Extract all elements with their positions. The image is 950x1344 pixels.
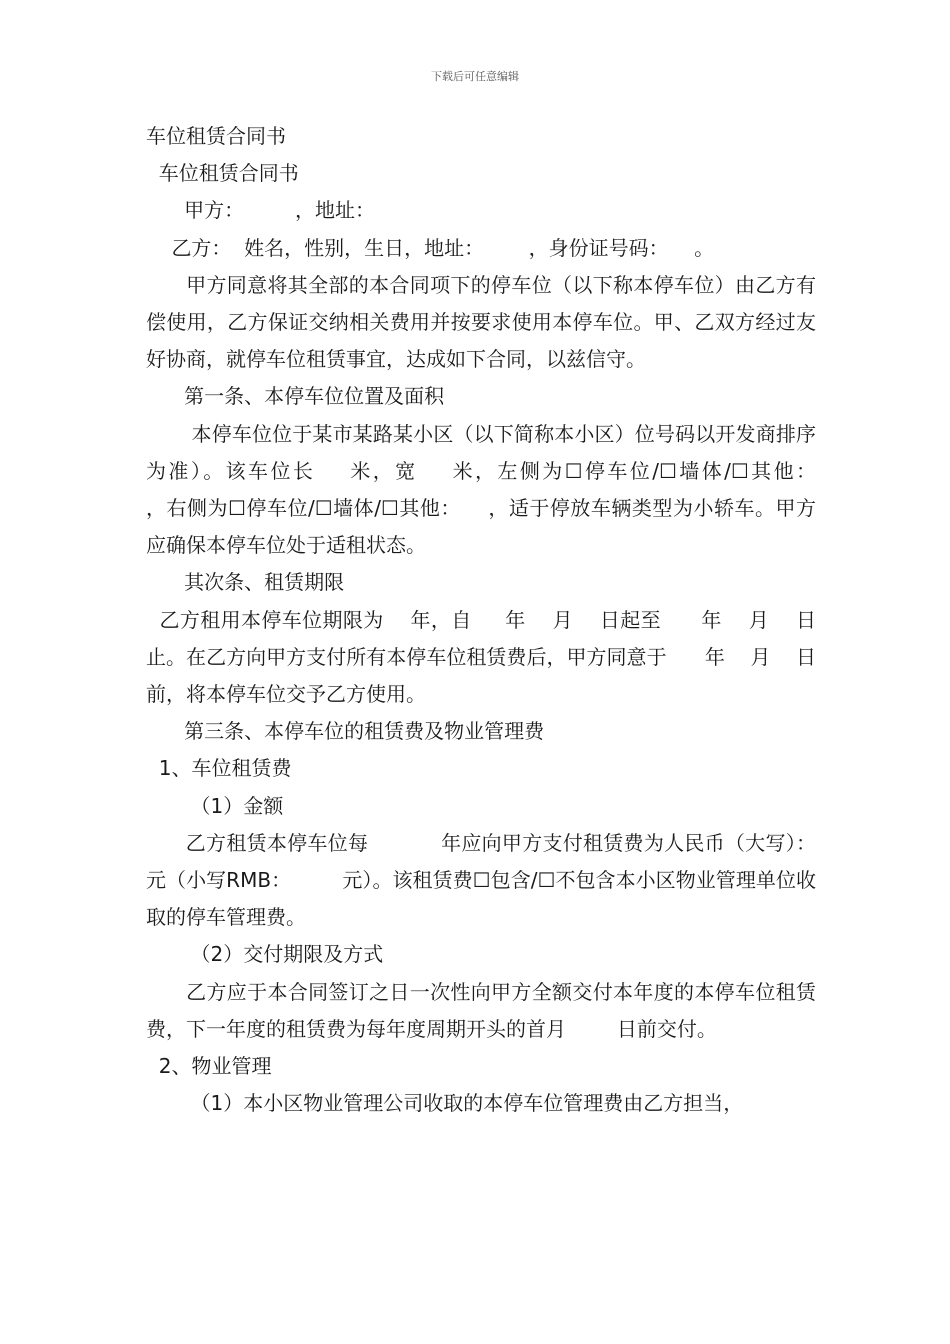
amount-paragraph: 乙方租赁本停车位每 年应向甲方支付租赁费为人民币（大写）： 元（小写RMB： 元）。该租赁费☐包含/☐不包含本小区物业管理单位收取的停车管理费。 bbox=[146, 830, 855, 930]
article-2-heading: 其次条、租赁期限 bbox=[146, 570, 345, 595]
preamble-paragraph: 甲方同意将其全部的本合同项下的停车位（以下称本停车位）由乙方有偿使用，乙方保证交纳相关费用并按要求使用本停车位。甲、乙双方经过友好协商，就停车位租赁事宜，达成如下合同，以兹信守。 bbox=[146, 272, 816, 372]
doc-title: 车位租赁合同书 bbox=[146, 124, 286, 148]
section-1-heading: 1、车位租赁费 bbox=[146, 756, 292, 781]
page-header: 下载后可任意编辑 bbox=[431, 70, 519, 83]
party-b-line: 乙方： 姓名，性别，生日，地址： ，身份证号码： 。 bbox=[146, 235, 715, 260]
article-1-heading: 第一条、本停车位位置及面积 bbox=[146, 384, 445, 409]
section-2-heading: 2、物业管理 bbox=[146, 1054, 272, 1079]
contract-body bbox=[146, 118, 899, 1122]
article-1-paragraph: 本停车位位于某市某路某小区（以下简称本小区）位号码以开发商排序为准）。该车位长 米，宽 米，左侧为☐停车位/☐墙体/☐其他： ，右侧为☐停车位/☐墙体/☐其他： ，适于停放车辆类型为小轿车。甲方应确保本停车位处于适租状态。 bbox=[146, 421, 899, 558]
doc-subtitle: 车位租赁合同书 bbox=[146, 161, 299, 186]
management-fee-line: （1）本小区物业管理公司收取的本停车位管理费由乙方担当， bbox=[146, 1091, 744, 1116]
party-a-line: 甲方： ，地址： bbox=[146, 198, 376, 223]
subsection-payment-heading: （2）交付期限及方式 bbox=[146, 942, 384, 967]
payment-paragraph: 乙方应于本合同签订之日一次性向甲方全额交付本年度的本停车位租赁费，下一年度的租赁费为每年度周期开头的首月 日前交付。 bbox=[146, 979, 816, 1041]
article-2-paragraph: 乙方租用本停车位期限为 年，自 年 月 日起至 年 月 日止。在乙方向甲方支付所有本停车位租赁费后，甲方同意于 年 月 日前，将本停车位交予乙方使用。 bbox=[146, 607, 816, 707]
subsection-amount-heading: （1）金额 bbox=[146, 793, 284, 818]
article-3-heading: 第三条、本停车位的租赁费及物业管理费 bbox=[146, 719, 545, 744]
